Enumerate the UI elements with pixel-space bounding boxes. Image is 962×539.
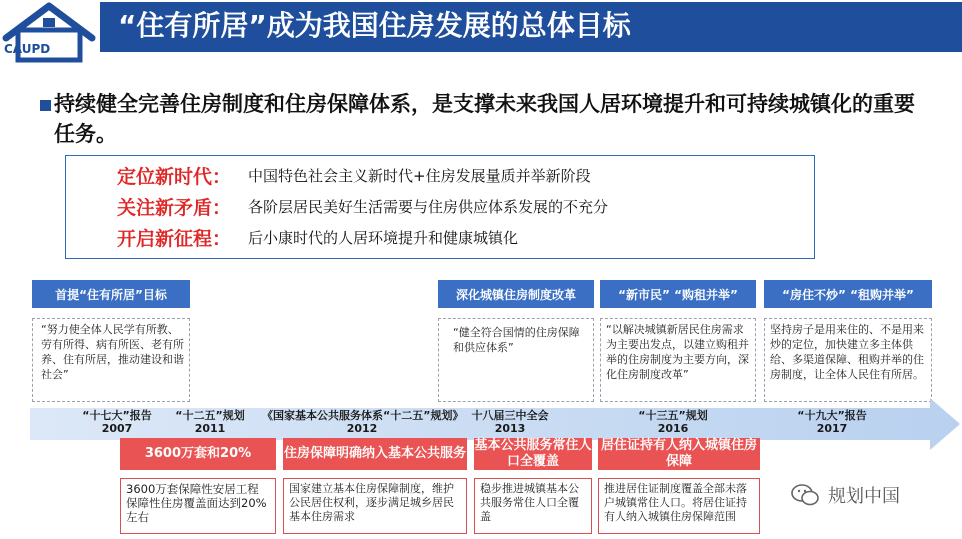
lower-milestone-header: 住房保障明确纳入基本公共服务 [283, 438, 467, 470]
lower-milestone-header: 3600万套和20% [120, 438, 276, 470]
upper-milestone-header: 首提“住有所居”目标 [32, 280, 190, 308]
upper-milestone-quote: “努力使全体人民学有所教、劳有所得、病有所医、老有所养、住有所居，推动建设和谐社会” [32, 318, 190, 402]
lower-milestone-detail: 推进居住证制度覆盖全部未落户城镇常住人口。将居住证持有人纳入城镇住房保障范围 [598, 478, 760, 534]
watermark [790, 482, 900, 508]
timeline-year: 2011 [194, 422, 226, 435]
timeline-year: 2007 [101, 422, 133, 435]
wechat-icon [790, 482, 820, 508]
timeline-event [618, 409, 728, 435]
timeline-event-name: “十二五”规划 [175, 409, 245, 422]
key-point-label: 定位新时代： [117, 166, 232, 188]
lower-milestone-detail: 国家建立基本住房保障制度，维护公民居住权利，逐步满足城乡居民基本住房需求 [283, 478, 467, 534]
lower-milestone-header: 基本公共服务常住人口全覆盖 [474, 438, 592, 469]
key-point-row [117, 162, 591, 189]
timeline-year: 2016 [657, 422, 689, 435]
timeline-event-name: “十七大”报告 [82, 409, 152, 422]
key-point-label: 开启新征程： [117, 228, 232, 250]
lower-milestone-detail: 稳步推进城镇基本公共服务常住人口全覆盖 [474, 478, 592, 534]
bullet-square-icon [40, 100, 51, 111]
lower-milestone-detail: 3600万套保障性安居工程保障性住房覆盖面达到20%左右 [120, 478, 276, 534]
house-logo-icon [0, 0, 98, 70]
logo-text: CAUPD [4, 42, 51, 56]
timeline-year: 2013 [494, 422, 526, 435]
lower-milestone-header: 居住证持有人纳入城镇住房保障 [598, 438, 760, 470]
watermark-text: 规划中国 [828, 486, 900, 507]
upper-milestone-header: “房住不炒” “租购并举” [764, 280, 932, 308]
key-point-text: 后小康时代的人居环境提升和健康城镇化 [248, 229, 519, 247]
timeline-event [458, 409, 562, 435]
key-point-row [117, 224, 518, 251]
key-point-text: 各阶层居民美好生活需要与住房供应体系发展的不充分 [248, 198, 609, 216]
upper-milestone-quote: 坚持房子是用来住的、不是用来炒的定位，加快建立多主体供给、多渠道保障、租购并举的住房制度，让全体人民住有所居。 [764, 318, 932, 402]
timeline-year: 2012 [346, 422, 378, 435]
key-point-row [117, 193, 608, 220]
subtitle: 持续健全完善住房制度和住房保障体系，是支撑未来我国人居环境提升和可持续城镇化的重要任务。 [54, 92, 915, 146]
timeline-event-name: “十三五”规划 [638, 409, 708, 422]
timeline-event-name: “十九大”报告 [797, 409, 867, 422]
key-point-text: 中国特色社会主义新时代+住房发展量质并举新阶段 [248, 167, 591, 185]
timeline-event-name: 十八届三中全会 [471, 409, 549, 422]
upper-milestone-quote: “以解决城镇新居民住房需求为主要出发点，以建立购租并举的住房制度为主要方向，深化住房制度改革” [600, 318, 756, 402]
upper-milestone-header: 深化城镇住房制度改革 [438, 280, 594, 308]
upper-milestone-quote: “健全符合国情的住房保障和供应体系” [438, 318, 594, 402]
timeline-event [62, 409, 172, 435]
upper-milestone-header: “新市民” “购租并举” [600, 280, 756, 308]
timeline-event [160, 409, 260, 435]
page-title: “住有所居”成为我国住房发展的总体目标 [118, 9, 631, 42]
timeline-year: 2017 [816, 422, 848, 435]
key-point-label: 关注新矛盾： [117, 197, 232, 219]
timeline-event-name: 《国家基本公共服务体系“十二五”规划》 [262, 409, 464, 422]
timeline-event [262, 409, 462, 435]
timeline-event [780, 409, 884, 435]
